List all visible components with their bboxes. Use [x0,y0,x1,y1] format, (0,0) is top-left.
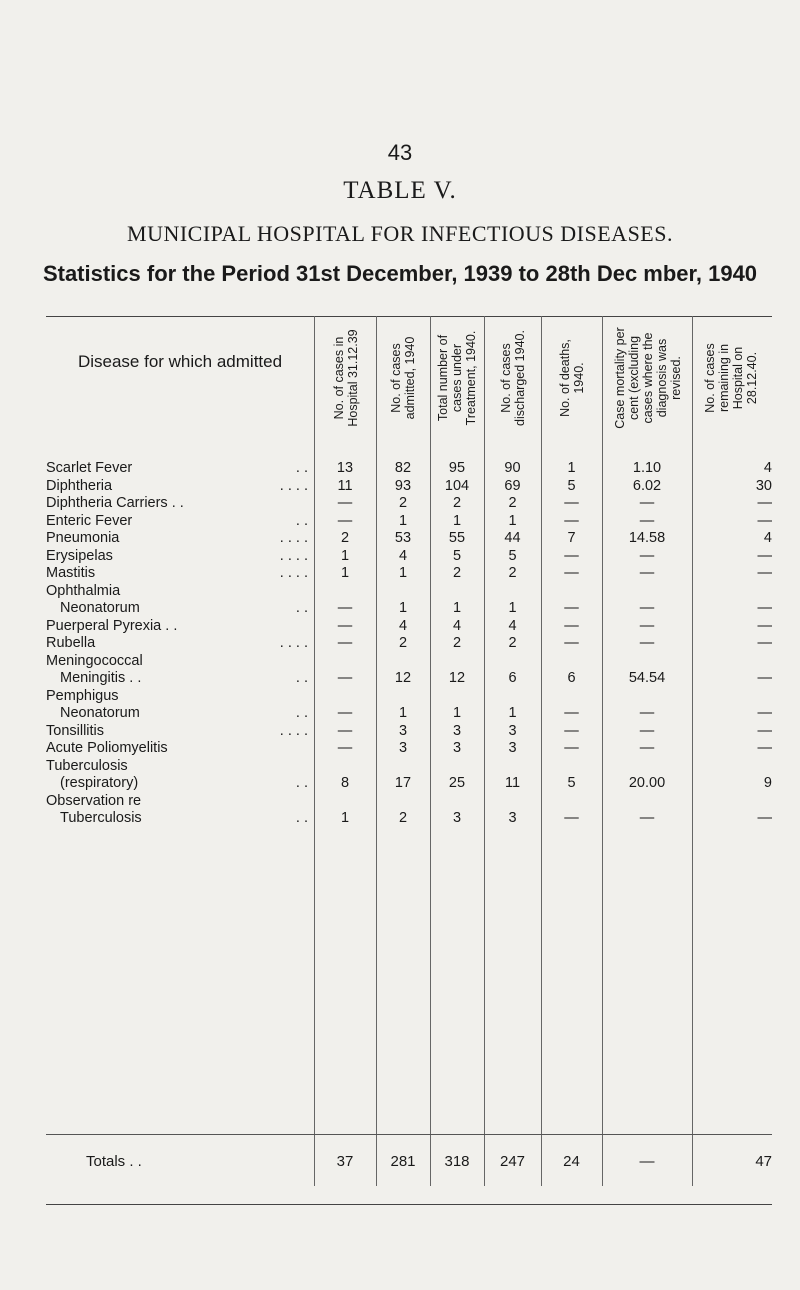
header-remaining: No. of cases remaining in Hospital on 28.12.40. [703,343,759,413]
disease-name-line1: Tonsillitis [46,722,105,739]
header-total-treatment: Total number of cases under Treatment, 1940. [436,330,478,426]
cell-discharged: 3 [508,740,517,756]
disease-name [46,548,314,566]
cell-discharged: 2 [508,495,517,511]
totals-deaths: 24 [563,1152,580,1170]
cell-admitted: 2 [398,810,408,826]
table-label: TABLE V. [343,177,457,204]
disease-name [46,583,314,618]
cell-mortality: 14.58 [628,530,666,546]
cell-in-hospital: 8 [340,775,350,791]
leader-dots: . . [295,512,308,529]
cell-admitted: 4 [398,547,408,564]
cell-admitted: 3 [398,740,408,756]
cell-mortality: — [639,600,655,616]
leader-dots: . . . . [279,477,308,494]
table-row [46,495,772,513]
cell-in-hospital: — [337,495,353,511]
totals-label: Totals . . [86,1152,142,1170]
cell-in-hospital: — [337,670,353,686]
header-disease: Disease for which admitted [77,352,283,371]
cell-in-hospital: 2 [340,530,350,546]
table-row [46,478,772,496]
cell-mortality: — [639,565,655,581]
disease-name-line2: (respiratory) [60,775,139,791]
disease-name [46,478,314,496]
cell-in-hospital: 1 [340,810,350,826]
cell-deaths: — [564,512,579,529]
header-case-mortality: Case mortality per cent (excluding cases where the diagnosis was revised. [613,327,683,429]
cell-mortality: — [639,495,655,511]
totals-row [46,1146,772,1170]
header-in-hospital: No. of cases in Hospital 31.12.39 [332,329,360,427]
table-row [46,460,772,478]
cell-deaths: 6 [567,670,576,686]
disease-name-line1: Observation re [46,792,142,809]
cell-mortality: — [639,810,655,826]
disease-name [46,740,314,758]
table-row [46,793,772,828]
cell-admitted: 1 [398,512,408,529]
disease-name [46,653,314,688]
cell-admitted: 53 [394,530,412,546]
cell-admitted: 1 [398,600,408,616]
cell-deaths: 5 [567,775,576,791]
leader-dots: . . . . [279,635,308,651]
header-discharged: No. of cases discharged 1940. [499,330,527,426]
disease-name [46,793,314,828]
header-admitted: No. of cases admitted, 1940 [389,336,417,420]
disease-name-line2: Tuberculosis [60,810,142,826]
cell-discharged: 90 [504,460,521,476]
cell-discharged: 1 [508,512,517,529]
table-row [46,635,772,653]
table-body [46,460,772,828]
cell-mortality: — [639,705,655,721]
cell-deaths: — [564,617,579,634]
leader-dots: . . [295,670,308,686]
disease-name-line1: Erysipelas [46,547,113,564]
cell-discharged: 3 [508,722,517,739]
disease-name-line1: Pemphigus [46,687,119,704]
cell-remaining: — [757,635,772,651]
cell-remaining: 4 [763,460,772,476]
leader-dots: . . [295,775,308,791]
disease-name-line1: Scarlet Fever [46,460,133,476]
cell-in-hospital: — [337,617,353,634]
cell-deaths: — [564,495,579,511]
cell-remaining: — [757,740,772,756]
leader-dots: . . [295,705,308,721]
totals-mortality: — [639,1152,655,1170]
cell-deaths: 7 [567,530,576,546]
table-row [46,583,772,618]
table-row [46,530,772,548]
cell-mortality: — [639,635,655,651]
cell-admitted: 2 [398,635,408,651]
cell-total: 3 [452,810,462,826]
cell-in-hospital: 1 [340,547,350,564]
disease-name-line1: Mastitis [46,565,96,581]
cell-discharged: 11 [504,775,521,791]
cell-discharged: 2 [508,565,517,581]
cell-remaining: — [757,495,772,511]
cell-admitted: 4 [398,617,408,634]
cell-deaths: — [564,635,579,651]
disease-name [46,635,314,653]
totals-rule [46,1134,772,1135]
cell-deaths: — [564,565,579,581]
disease-name-line1: Diphtheria Carriers . . [46,495,184,511]
leader-dots: . . . . [279,530,308,546]
cell-in-hospital: — [337,705,353,721]
disease-name [46,495,314,513]
cell-deaths: 5 [567,477,576,494]
cell-discharged: 1 [508,705,517,721]
cell-remaining: — [757,512,772,529]
cell-in-hospital: 13 [336,460,354,476]
page-subtitle: Statistics for the Period 31st December, 1939 to 28th Dec mber, 1940 [42,261,758,286]
cell-total: 4 [452,617,462,634]
leader-dots: . . . . [279,722,308,739]
cell-remaining: 30 [755,477,772,494]
cell-deaths: — [564,600,579,616]
disease-name-line1: Enteric Fever [46,512,133,529]
cell-total: 1 [452,705,462,721]
cell-total: 3 [452,740,462,756]
disease-name [46,723,314,741]
cell-discharged: 69 [504,477,521,494]
disease-name-line2: Neonatorum [60,600,140,616]
header-deaths: No. of deaths, 1940. [558,339,586,417]
cell-total: 55 [448,530,466,546]
cell-admitted: 17 [394,775,412,791]
cell-total: 2 [452,565,462,581]
cell-deaths: 1 [567,460,576,476]
leader-dots: . . [295,600,308,616]
cell-admitted: 93 [394,477,412,494]
leader-dots: . . . . [279,547,308,564]
table-row [46,740,772,758]
cell-remaining: — [757,617,772,634]
cell-admitted: 12 [394,670,412,686]
cell-deaths: — [564,740,579,756]
table-bottom-rule [46,1204,772,1205]
cell-total: 2 [452,635,462,651]
disease-name [46,618,314,636]
totals-discharged: 247 [499,1152,526,1170]
table-row [46,688,772,723]
totals-remaining: 47 [755,1152,772,1170]
cell-remaining: — [757,705,772,721]
table-row [46,723,772,741]
cell-remaining: — [757,722,772,739]
totals-admitted: 281 [390,1152,416,1170]
cell-mortality: — [639,740,655,756]
cell-in-hospital: — [337,740,353,756]
totals-in-hospital: 37 [336,1152,354,1170]
cell-deaths: — [564,810,579,826]
cell-total: 1 [452,600,462,616]
cell-admitted: 1 [398,705,408,721]
disease-name [46,513,314,531]
table-row [46,565,772,583]
cell-mortality: 20.00 [628,775,666,791]
disease-name-line1: Rubella [46,635,96,651]
disease-name-line1: Ophthalmia [46,582,121,599]
cell-in-hospital: — [337,512,353,529]
disease-name-line2: Meningitis . . [60,670,142,686]
table-row [46,513,772,531]
page-title: MUNICIPAL HOSPITAL FOR INFECTIOUS DISEASES. [127,221,673,246]
cell-discharged: 6 [508,670,517,686]
disease-name [46,460,314,478]
cell-in-hospital: — [337,600,353,616]
table-row [46,548,772,566]
disease-name-line1: Pneumonia [46,530,120,546]
cell-discharged: 4 [508,617,517,634]
cell-discharged: 2 [508,635,517,651]
table-top-rule [46,316,772,317]
cell-total: 5 [452,547,462,564]
cell-remaining: — [757,670,772,686]
disease-name-line1: Acute Poliomyelitis [46,740,168,756]
disease-name [46,688,314,723]
disease-name-line2: Neonatorum [60,705,140,721]
cell-deaths: — [564,705,579,721]
table-row [46,618,772,636]
cell-mortality: — [639,512,655,529]
cell-remaining: — [757,565,772,581]
cell-mortality: 1.10 [632,460,662,476]
cell-mortality: 6.02 [632,477,662,494]
cell-total: 12 [448,670,466,686]
cell-in-hospital: — [337,722,353,739]
cell-deaths: — [564,722,579,739]
cell-discharged: 44 [504,530,521,546]
cell-discharged: 3 [508,810,517,826]
cell-admitted: 2 [398,495,408,511]
leader-dots: . . [295,460,308,476]
cell-mortality: — [639,722,655,739]
cell-mortality: — [639,617,655,634]
cell-admitted: 1 [398,565,408,581]
disease-name-line1: Diphtheria [46,477,113,494]
cell-discharged: 1 [508,600,517,616]
cell-total: 1 [452,512,462,529]
cell-total: 104 [444,477,470,494]
cell-remaining: — [757,600,772,616]
cell-discharged: 5 [508,547,517,564]
page-number: 43 [387,140,413,165]
cell-total: 95 [448,460,466,476]
disease-name [46,530,314,548]
cell-remaining: — [757,810,772,826]
cell-remaining: 4 [763,530,772,546]
cell-total: 2 [452,495,462,511]
totals-total: 318 [444,1152,470,1170]
leader-dots: . . . . [279,565,308,581]
table-row [46,758,772,793]
cell-remaining: 9 [763,775,772,791]
cell-deaths: — [564,547,579,564]
table-row [46,653,772,688]
cell-in-hospital: 1 [340,565,350,581]
statistics-table [46,316,772,1206]
disease-name [46,758,314,793]
disease-name-line1: Tuberculosis [46,757,128,774]
leader-dots: . . [295,810,308,826]
disease-name-line1: Puerperal Pyrexia . . [46,617,178,634]
cell-in-hospital: — [337,635,353,651]
cell-in-hospital: 11 [337,477,353,494]
cell-total: 3 [452,722,462,739]
cell-mortality: 54.54 [628,670,666,686]
cell-admitted: 82 [394,460,412,476]
disease-name-line1: Meningococcal [46,652,143,669]
cell-admitted: 3 [398,722,408,739]
cell-remaining: — [757,547,772,564]
disease-name [46,565,314,583]
cell-total: 25 [448,775,466,791]
cell-mortality: — [639,547,655,564]
